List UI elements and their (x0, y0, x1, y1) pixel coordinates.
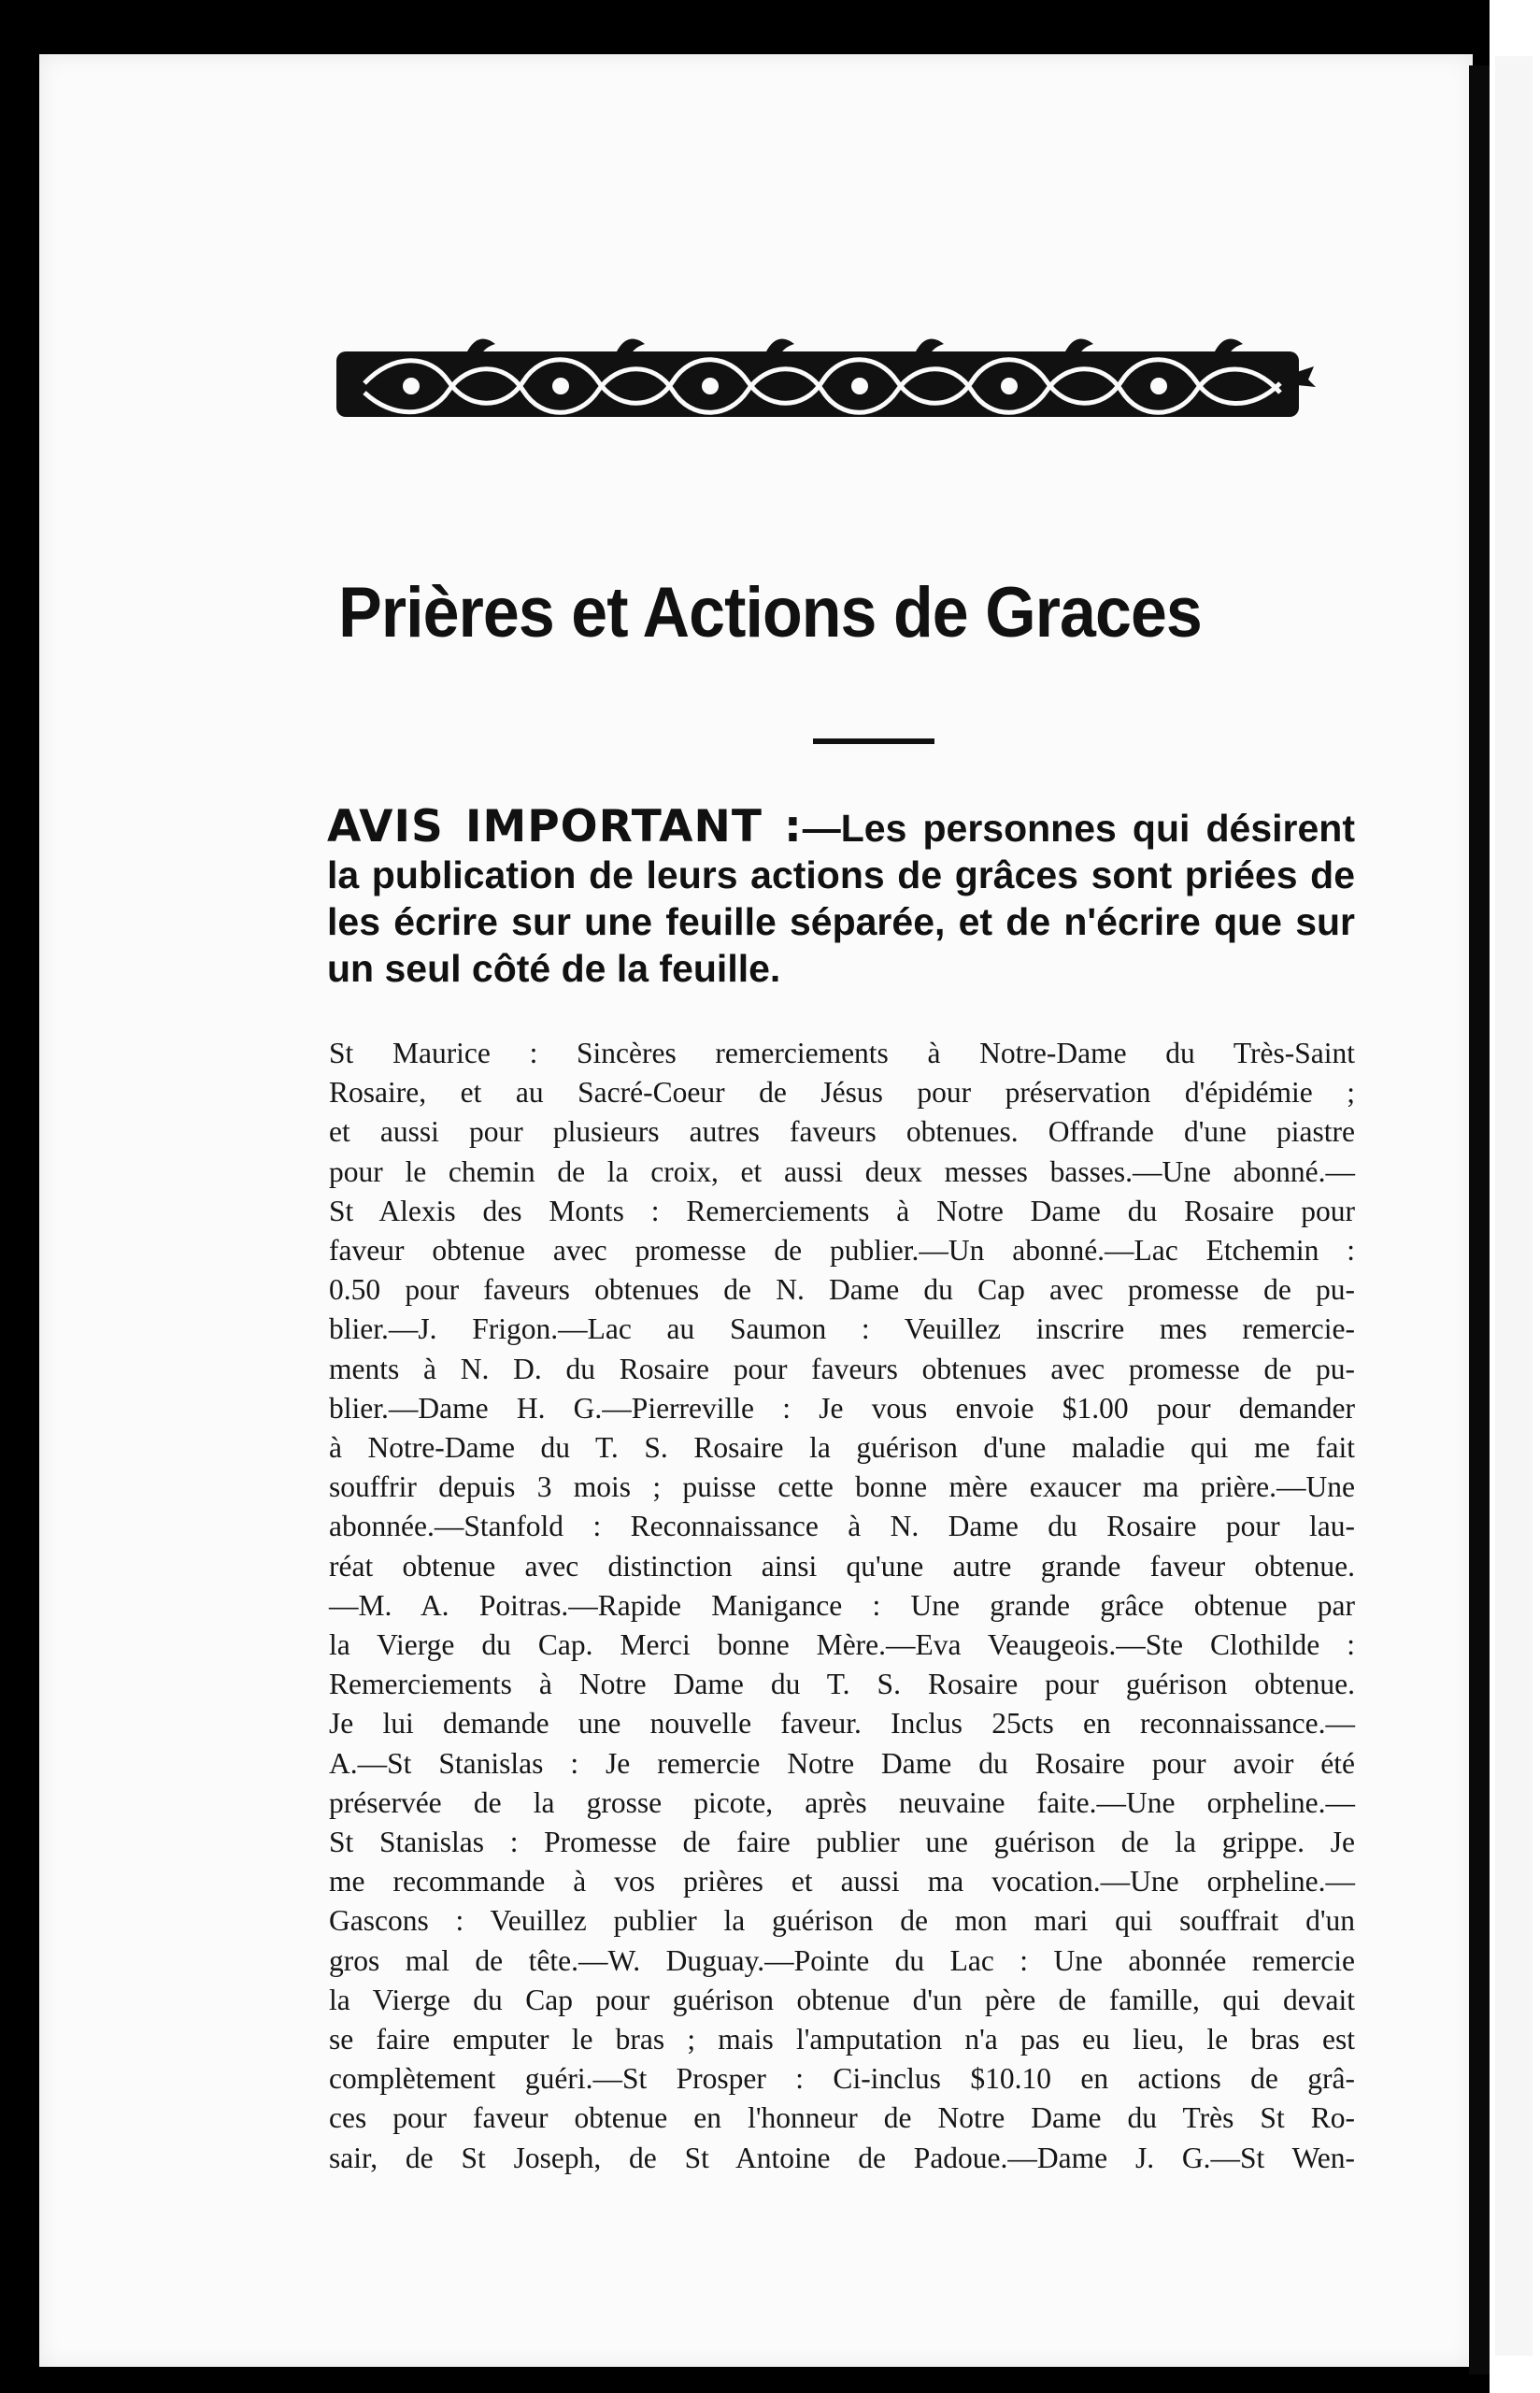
body-line: sair, de St Joseph, de St Antoine de Padoue.—Dame J. G.—St Wen- (329, 2141, 1355, 2174)
body-line: réat obtenue avec distinction ainsi qu'une autre grande faveur obtenue. (329, 1549, 1355, 1583)
body-line: St Alexis des Monts : Remerciements à Notre Dame du Rosaire pour (329, 1194, 1355, 1227)
body-line: St Stanislas : Promesse de faire publier une guérison de la grippe. Je (329, 1826, 1355, 1859)
facing-page-inner (1495, 56, 1533, 2356)
body-line: la Vierge du Cap. Merci bonne Mère.—Eva Veaugeois.—Ste Clothilde : (329, 1628, 1355, 1662)
body-line: complètement guéri.—St Prosper : Ci-inclus $10.10 en actions de grâ- (329, 2062, 1355, 2096)
body-line: me recommande à vos prières et aussi ma vocation.—Une orpheline.— (329, 1865, 1355, 1899)
body-line: Gascons : Veuillez publier la guérison de mon mari qui souffrait d'un (329, 1904, 1355, 1938)
important-notice (327, 801, 1355, 992)
body-line: la Vierge du Cap pour guérison obtenue d'un père de famille, qui devait (329, 1983, 1355, 2016)
thanksgiving-entries (329, 1034, 1355, 2178)
body-line: gros mal de tête.—W. Duguay.—Pointe du Lac : Une abonnée remercie (329, 1943, 1355, 1977)
body-line: et aussi pour plusieurs autres faveurs obtenues. Offrande d'une piastre (329, 1115, 1355, 1149)
body-line: Rosaire, et au Sacré-Coeur de Jésus pour préservation d'épidémie ; (329, 1076, 1355, 1110)
body-line: Je lui demande une nouvelle faveur. Inclus 25cts en reconnaissance.— (329, 1707, 1355, 1741)
body-line: blier.—Dame H. G.—Pierreville : Je vous envoie $1.00 pour demander (329, 1391, 1355, 1425)
notice-text: —Les personnes qui désirent la publication de leurs actions de grâces sont priées de les écrire sur une feuille séparée, et de n'écrire que sur un seul côté de la feuille. (327, 807, 1355, 990)
body-line: St Maurice : Sincères remerciements à Notre-Dame du Très-Saint (329, 1037, 1355, 1069)
body-line: abonnée.—Stanfold : Reconnaissance à N. Dame du Rosaire pour lau- (329, 1510, 1355, 1543)
body-line: A.—St Stanislas : Je remercie Notre Dame du Rosaire pour avoir été (329, 1746, 1355, 1780)
notice-lead: AVIS IMPORTANT : (327, 801, 803, 853)
body-line: —M. A. Poitras.—Rapide Manigance : Une grande grâce obtenue par (329, 1588, 1355, 1622)
body-line: préservée de la grosse picote, après neuvaine faite.—Une orpheline.— (329, 1785, 1355, 1819)
body-line: souffrir depuis 3 mois ; puisse cette bonne mère exaucer ma prière.—Une (329, 1470, 1355, 1504)
title-rule (813, 738, 934, 744)
body-line: à Notre-Dame du T. S. Rosaire la guérison d'une maladie qui me fait (329, 1431, 1355, 1465)
body-line: ces pour faveur obtenue en l'honneur de Notre Dame du Très St Ro- (329, 2101, 1355, 2135)
body-line: 0.50 pour faveurs obtenues de N. Dame du Cap avec promesse de pu- (329, 1273, 1355, 1307)
body-line: faveur obtenue avec promesse de publier.—Un abonné.—Lac Etchemin : (329, 1234, 1355, 1268)
body-line: Remerciements à Notre Dame du T. S. Rosaire pour guérison obtenue. (329, 1668, 1355, 1701)
page-title: Prières et Actions de Graces (338, 573, 1202, 652)
body-line: se faire emputer le bras ; mais l'amputation n'a pas eu lieu, le bras est (329, 2023, 1355, 2056)
body-line: pour le chemin de la croix, et aussi deux messes basses.—Une abonné.— (329, 1154, 1355, 1188)
ornamental-header-band (327, 325, 1318, 436)
body-line: blier.—J. Frigon.—Lac au Saumon : Veuillez inscrire mes remercie- (329, 1312, 1355, 1346)
body-line: ments à N. D. du Rosaire pour faveurs obtenues avec promesse de pu- (329, 1352, 1355, 1385)
book-spine (1469, 65, 1490, 2374)
